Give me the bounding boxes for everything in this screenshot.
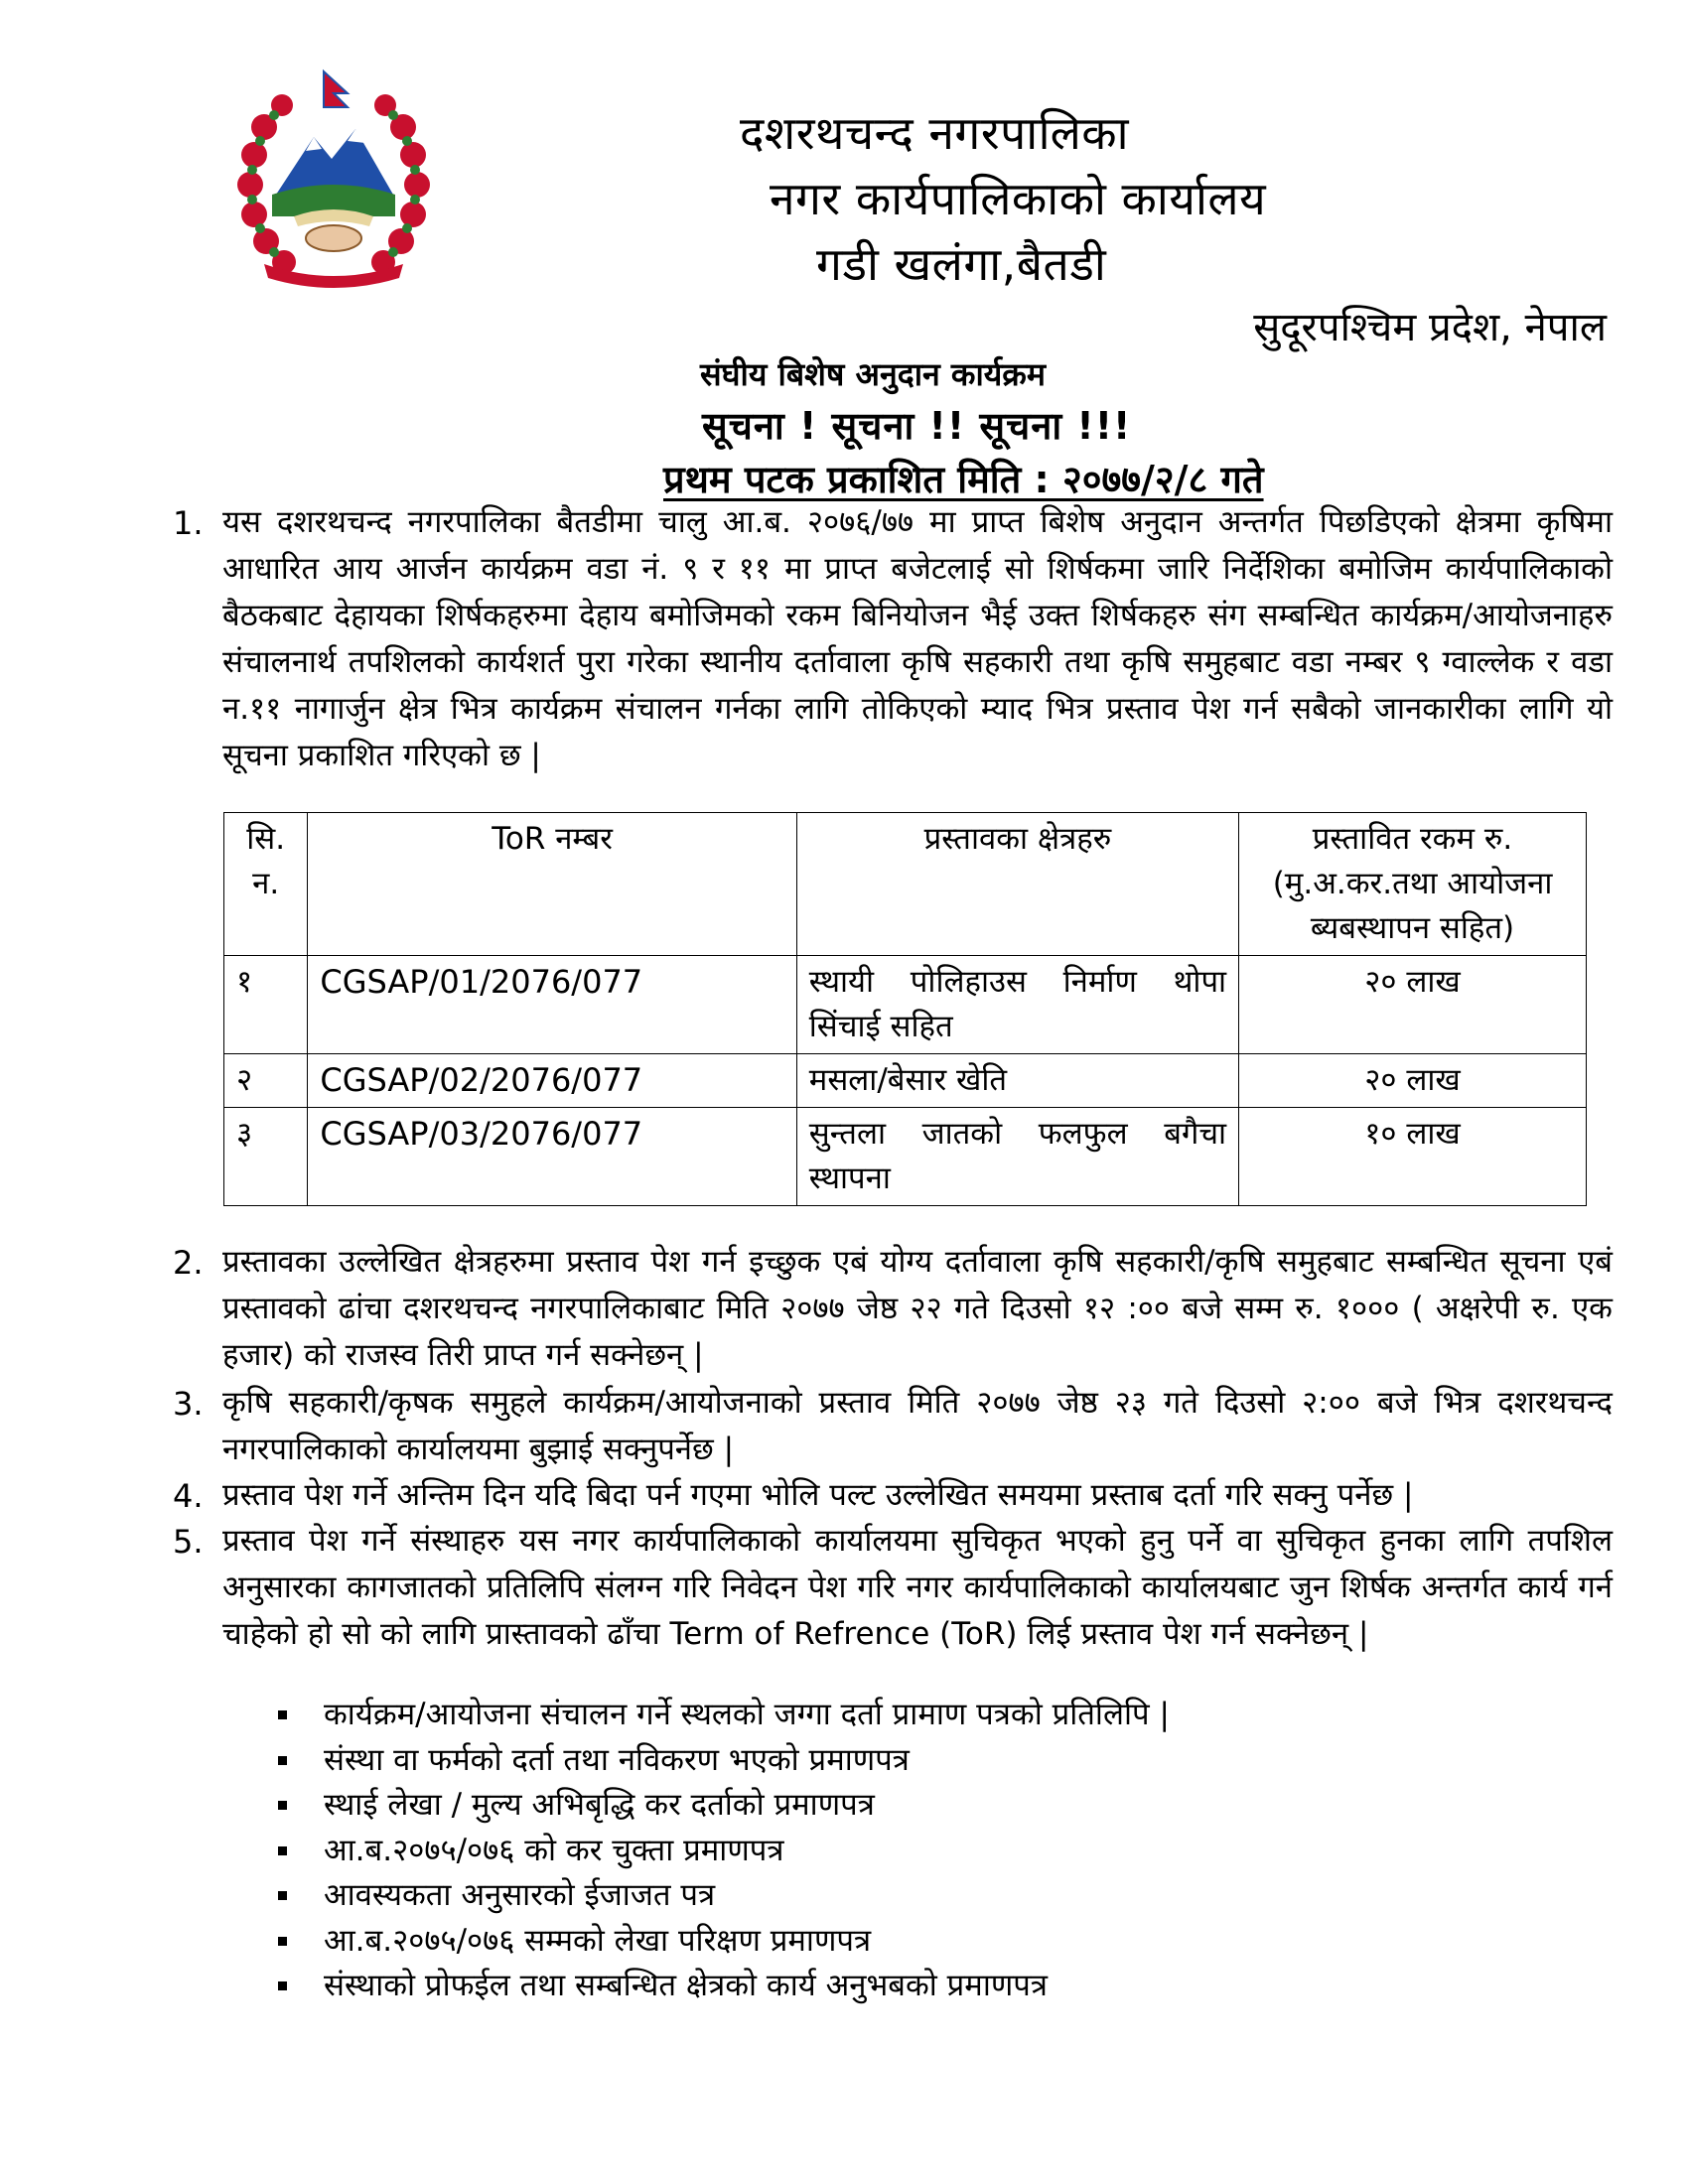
bullet-icon [278, 1981, 287, 1990]
header-area: प्रस्तावका क्षेत्रहरु [796, 813, 1238, 956]
row-tor: CGSAP/01/2076/077 [308, 956, 796, 1054]
item-text: प्रस्तावका उल्लेखित क्षेत्रहरुमा प्रस्ताव पेश गर्न इच्छुक एबं योग्य दर्तावाला कृषि सहकारी/कृषि समुहबाट सम्बन्धित सूचना एबं प्रस्तावको ढांचा दशरथचन्द नगरपालिकाबाट मिति २०७७ जेष्ठ २२ गते दिउसो १२ :०० बजे सम्म रु. १००० ( अक्षरेपी रु. एक हजार) को राजस्व तिरी प्राप्त गर्न सक्नेछन् | [222, 1244, 1613, 1373]
row-sn: ३ [224, 1108, 308, 1206]
list-item [298, 1738, 1170, 1784]
row-amount: १० लाख [1239, 1108, 1587, 1206]
row-amount: २० लाख [1239, 956, 1587, 1054]
government-emblem [224, 68, 443, 294]
program-title: संघीय बिशेष अनुदान कार्यक्रम [700, 355, 1047, 393]
published-date: प्रथम पटक प्रकाशित मिति : २०७७/२/८ गते [663, 458, 1264, 501]
required-documents-list [298, 1693, 1170, 2009]
list-item [298, 1964, 1170, 2009]
header-tor: ToR नम्बर [308, 813, 796, 956]
list-item [298, 1783, 1170, 1829]
table-row [224, 1054, 1587, 1108]
province-name: सुदूरपश्चिम प्रदेश, नेपाल [1253, 305, 1607, 350]
office-location: गडी खलंगा,बैतडी [816, 237, 1107, 291]
bullet-icon [278, 1846, 287, 1855]
row-tor: CGSAP/02/2076/077 [308, 1054, 796, 1108]
list-item [298, 1693, 1170, 1738]
document-label: कार्यक्रम/आयोजना संचालन गर्ने स्थलको जग्गा दर्ता प्रामाण पत्रको प्रतिलिपि | [324, 1697, 1170, 1732]
row-area: स्थायी पोलिहाउस निर्माण थोपा सिंचाई सहित [796, 956, 1238, 1054]
table-row [224, 1108, 1587, 1206]
bullet-icon [278, 1801, 287, 1810]
document-label: स्थाई लेखा / मुल्य अभिबृद्धि कर दर्ताको प्रमाणपत्र [324, 1787, 875, 1823]
header-amount: प्रस्तावित रकम रु. (मु.अ.कर.तथा आयोजना ब्यबस्थापन सहित) [1239, 813, 1587, 956]
row-area: मसला/बेसार खेति [796, 1054, 1238, 1108]
tor-table [223, 812, 1587, 1206]
notice-title: सूचना ! सूचना !! सूचना !!! [702, 404, 1132, 448]
list-item [298, 1873, 1170, 1919]
table-row [224, 956, 1587, 1054]
item-number: 2. [173, 1244, 204, 1282]
item-text: प्रस्ताव पेश गर्ने अन्तिम दिन यदि बिदा पर्न गएमा भोलि पल्ट उल्लेखित समयमा प्रस्ताब दर्ता गरि सक्नु पर्नेछ | [222, 1477, 1414, 1513]
item-text: कृषि सहकारी/कृषक समुहले कार्यक्रम/आयोजनाको प्रस्ताव मिति २०७७ जेष्ठ २३ गते दिउसो २:०० बजे भित्र दशरथचन्द नगरपालिकाको कार्यालयमा बुझाई सक्नुपर्नेछ | [222, 1385, 1613, 1467]
document-label: आवस्यकता अनुसारको ईजाजत पत्र [324, 1877, 716, 1913]
bullet-icon [278, 1937, 287, 1946]
item-number: 3. [173, 1385, 204, 1423]
row-area: सुन्तला जातको फलफुल बगैचा स्थापना [796, 1108, 1238, 1206]
item-text: प्रस्ताव पेश गर्ने संस्थाहरु यस नगर कार्यपालिकाको कार्यालयमा सुचिकृत भएको हुनु पर्ने वा सुचिकृत हुनका लागि तपशिल अनुसारका कागजातको प्रतिलिपि संलग्न गरि निवेदन पेश गरि नगर कार्यपालिकाको कार्यालयबाट जुन शिर्षक अन्तर्गत कार्य गर्न चाहेको हो सो को लागि प्रास्तावको ढाँचा Term of Refrence (ToR) लिई प्रस्ताव पेश गर्न सक्नेछन् | [222, 1523, 1613, 1652]
item-number: 4. [173, 1477, 204, 1515]
list-item [298, 1919, 1170, 1965]
document-label: संस्थाको प्रोफईल तथा सम्बन्धित क्षेत्रको कार्य अनुभबको प्रमाणपत्र [324, 1968, 1048, 2003]
table-header-row [224, 813, 1587, 956]
row-amount: २० लाख [1239, 1054, 1587, 1108]
office-name: नगर कार्यपालिकाको कार्यालय [770, 172, 1267, 225]
item-number: 1. [173, 504, 204, 542]
document-label: संस्था वा फर्मको दर्ता तथा नविकरण भएको प्रमाणपत्र [324, 1741, 910, 1778]
item-number: 5. [173, 1523, 204, 1561]
document-label: आ.ब.२०७५/०७६ सम्मको लेखा परिक्षण प्रमाणपत्र [324, 1922, 872, 1959]
item-text: यस दशरथचन्द नगरपालिका बैतडीमा चालु आ.ब. २०७६/७७ मा प्राप्त बिशेष अनुदान अन्तर्गत पिछडिएको क्षेत्रमा कृषिमा आधारित आय आर्जन कार्यक्रम वडा नं. ९ र ११ मा प्राप्त बजेटलाई सो शिर्षकमा जारि निर्देशिका बमोजिम कार्यपालिकाको बैठकबाट देहायका शिर्षकहरुमा देहाय बमोजिमको रकम बिनियोजन भैई उक्त शिर्षकहरु संग सम्बन्धित कार्यक्रम/आयोजनाहरु संचालनार्थ तपशिलको कार्यशर्त पुरा गरेका स्थानीय दर्तावाला कृषि सहकारी तथा कृषि समुहबाट वडा नम्बर ९ ग्वाल्लेक र वडा न.११ नागार्जुन क्षेत्र भित्र कार्यक्रम संचालन गर्नका लागि तोकिएको म्याद भित्र प्रस्ताव पेश गर्न सबैको जानकारीका लागि यो सूचना प्रकाशित गरिएको छ | [222, 504, 1613, 773]
row-tor: CGSAP/03/2076/077 [308, 1108, 796, 1206]
bullet-icon [278, 1891, 287, 1900]
document-label: आ.ब.२०७५/०७६ को कर चुक्ता प्रमाणपत्र [324, 1832, 784, 1868]
bullet-icon [278, 1710, 287, 1719]
municipality-name: दशरथचन्द नगरपालिका [740, 106, 1130, 160]
row-sn: १ [224, 956, 308, 1054]
header-sn: सि. न. [224, 813, 308, 956]
row-sn: २ [224, 1054, 308, 1108]
list-item [298, 1829, 1170, 1874]
bullet-icon [278, 1756, 287, 1765]
